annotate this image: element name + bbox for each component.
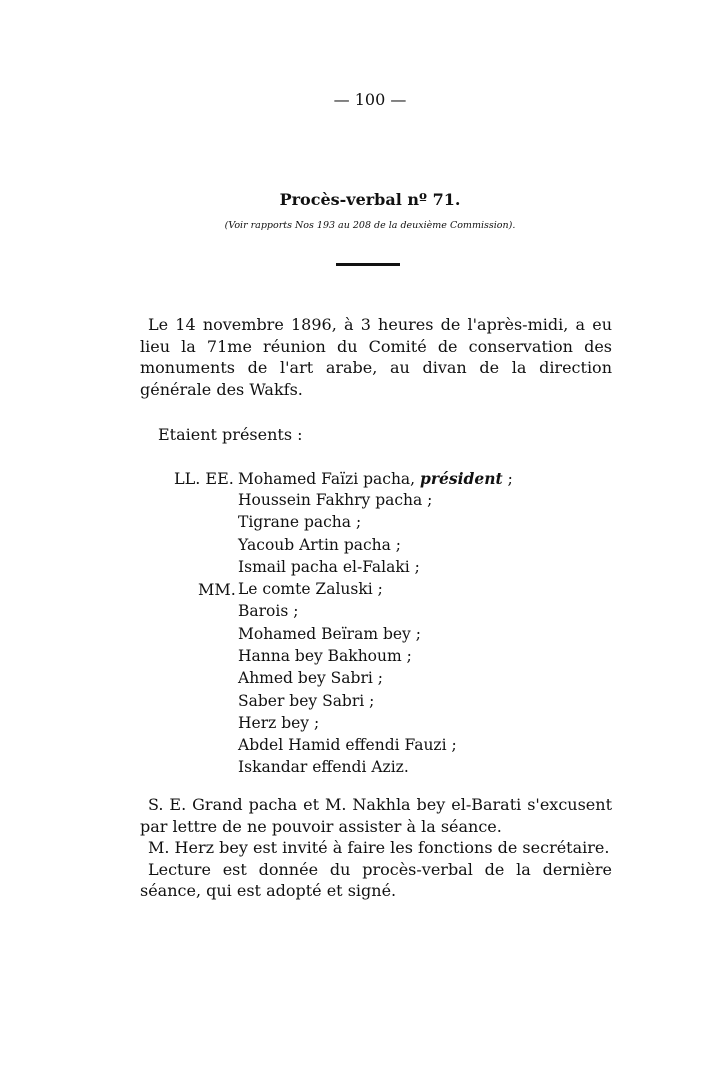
- page-number: — 100 —: [333, 90, 407, 109]
- attendee: Yacoub Artin pacha ;: [238, 536, 402, 554]
- opening-paragraph: [140, 314, 612, 400]
- closing-text: M. Herz bey est invité à faire les fonctions de secrétaire.: [148, 838, 610, 857]
- present-heading: Etaient présents :: [158, 425, 303, 444]
- closing-text: S. E. Grand pacha et M. Nakhla bey el-Barati s'excusent par lettre de ne pouvoir assister à la séance.: [140, 795, 612, 836]
- attendee: Saber bey Sabri ;: [238, 692, 375, 710]
- group-label: MM.: [198, 580, 236, 599]
- attendee: Tigrane pacha ;: [238, 513, 362, 531]
- attendee: [238, 469, 513, 488]
- attendee: Ahmed bey Sabri ;: [238, 669, 383, 687]
- attendee-name: Mohamed Faïzi pacha,: [238, 470, 421, 488]
- opening-text: Le 14 novembre 1896, à 3 heures de l'après-midi, a eu lieu la 71me réunion du Comité de conservation des monuments de l'art arabe, au divan de la direction générale des Wakfs.: [140, 315, 612, 399]
- subtitle: (Voir rapports Nos 193 au 208 de la deuxième Commission).: [224, 220, 516, 231]
- president-title: président: [420, 469, 503, 488]
- attendee: Le comte Zaluski ;: [238, 580, 383, 598]
- attendee: Abdel Hamid effendi Fauzi ;: [238, 736, 457, 754]
- attendee: Iskandar effendi Aziz.: [238, 758, 409, 776]
- group-label: LL. EE.: [174, 469, 234, 488]
- attendee: Mohamed Beïram bey ;: [238, 625, 421, 643]
- divider: [336, 263, 400, 266]
- attendee: Ismail pacha el-Falaki ;: [238, 558, 420, 576]
- attendee: Hanna bey Bakhoum ;: [238, 647, 412, 665]
- closing-paragraphs: [140, 794, 612, 902]
- attendee: Barois ;: [238, 602, 299, 620]
- closing-text: Lecture est donnée du procès-verbal de la dernière séance, qui est adopté et signé.: [140, 859, 612, 900]
- attendee: Herz bey ;: [238, 714, 320, 732]
- title: Procès-verbal nº 71.: [279, 190, 461, 209]
- punctuation: ;: [502, 470, 513, 488]
- attendee: Houssein Fakhry pacha ;: [238, 491, 433, 509]
